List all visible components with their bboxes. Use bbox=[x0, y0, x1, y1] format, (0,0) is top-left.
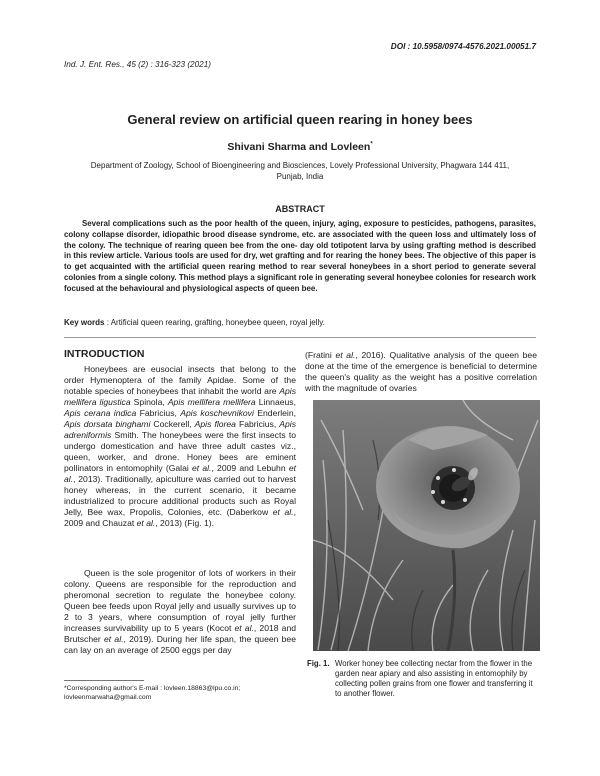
text: Linnaeus, bbox=[255, 397, 296, 407]
intro-paragraph-2 bbox=[64, 568, 296, 656]
figure-caption-text: Worker honey bee collecting nectar from the flower in the garden near apiary and also assisting in entomophily by collecting pollen grains from one flower and transferring it to another flower. bbox=[335, 659, 533, 698]
abstract-heading: ABSTRACT bbox=[275, 204, 325, 214]
intro-paragraph-3 bbox=[305, 350, 537, 394]
text: Enderlein, bbox=[253, 408, 296, 418]
text: (Fratini bbox=[305, 350, 336, 360]
text: , 2009 and Chauzat bbox=[64, 507, 296, 528]
text: Fabricius, bbox=[136, 408, 181, 418]
affiliation: Department of Zoology, School of Bioengineering and Biosciences, Lovely Professional University, Phagwara 144 411, Punjab, India bbox=[90, 161, 510, 181]
intro-paragraph-1 bbox=[64, 364, 296, 529]
species-name: Apis cerana indica bbox=[64, 408, 137, 418]
keywords bbox=[64, 318, 536, 327]
et-al: et al. bbox=[104, 634, 124, 644]
et-al: et al. bbox=[234, 623, 254, 633]
flower-bee-photo bbox=[313, 400, 540, 651]
species-name: Apis dorsata binghami bbox=[64, 419, 151, 429]
text: , 2016). Qualitative analysis of the queen bee done at the time of the emergence is beneficial to determine the queen's quality as the weight has a positive correlation with the magnitude of ovaries bbox=[305, 350, 537, 393]
doi: DOI : 10.5958/0974-4576.2021.00051.7 bbox=[390, 42, 536, 51]
text: , 2013) (Fig. 1). bbox=[155, 518, 215, 528]
species-name: Apis koschevnikovi bbox=[180, 408, 254, 418]
author-mark: * bbox=[370, 141, 373, 148]
text: Fabricius, bbox=[235, 419, 280, 429]
text: Honeybees are eusocial insects that belong to the order Hymenoptera of the family Apidae. Some of the notable species of honeybees that inhabit the world are bbox=[64, 364, 296, 396]
footnote-rule bbox=[64, 680, 144, 681]
text: , 2018 and Brutscher bbox=[64, 623, 297, 644]
intro-heading: INTRODUCTION bbox=[64, 348, 145, 360]
species-name: Apis florea bbox=[194, 419, 236, 429]
et-al: et al. bbox=[335, 350, 356, 360]
figure-label: Fig. 1. bbox=[307, 659, 330, 668]
keywords-label: Key words bbox=[64, 318, 105, 327]
text: , 2019). During her life span, the queen bee can lay on an average of 2500 eggs per day bbox=[64, 634, 296, 655]
text: Smith. The honeybees were the first insects to undergo domestication and have three adult castes viz., queen, worker, and drone. Honey bees are eminent pollinators in entomophily (Galai bbox=[64, 430, 296, 473]
photo-illustration bbox=[313, 400, 540, 651]
et-al: et al. bbox=[64, 463, 296, 484]
journal-citation: Ind. J. Ent. Res., 45 (2) : 316-323 (2021) bbox=[64, 60, 211, 69]
paper-title: General review on artificial queen rearing in honey bees bbox=[127, 112, 473, 127]
et-al: et al. bbox=[191, 463, 212, 473]
keywords-text: : Artificial queen rearing, grafting, honeybee queen, royal jelly. bbox=[104, 318, 325, 327]
authors bbox=[0, 141, 600, 153]
text: Spinola, bbox=[130, 397, 168, 407]
species-name: Apis mellifera ligustica bbox=[64, 386, 296, 407]
corresponding-author-footnote: *Corresponding author's E-mail : lovleen.18863@lpu.co.in; lovleenmarwaha@gmail.com bbox=[64, 685, 241, 701]
author-names: Shivani Sharma and Lovleen bbox=[227, 141, 371, 153]
species-name: Apis mellifera mellifera bbox=[167, 397, 256, 407]
text: , 2013). Traditionally, apiculture was carried out to harvest honey whereas, in the current scenario, it became industrialized to procure additional products such as Royal Jelly, Bee wax, Propolis, Colonies, etc. (Daberkow bbox=[64, 474, 296, 517]
section-divider bbox=[64, 337, 536, 338]
species-name: Apis adreniformis bbox=[64, 419, 297, 440]
et-al: et al. bbox=[136, 518, 156, 528]
abstract-text: Several complications such as the poor health of the queen, injury, aging, exposure to pesticides, pathogens, parasites, colony collapse disorder, idiopathic brood disease syndrome, etc. are associated with the queen loss and ultimately loss of the colony. The technique of rearing queen bee from the one- day old totipotent larva by using grafting method is described in this review article. Various tools are used for dry, wet grafting and for rearing the honey bees. The objective of this paper is to get acquainted with the artificial queen rearing method to rear several honeybees in a short period to generate several colonies from a single colony. This method plays a significant role in generating several honeybee colonies for research work focused at the behavioural and physiological aspects of queen bee. bbox=[64, 219, 536, 293]
text: Cockerell, bbox=[150, 419, 195, 429]
text: , 2009 and Lebuhn bbox=[211, 463, 289, 473]
figure-caption bbox=[307, 659, 537, 699]
et-al: et al. bbox=[272, 507, 294, 517]
text: Queen is the sole progenitor of lots of workers in their colony. Queens are responsible for the reproduction and pheromonal secretion to regulate the honeybee colony. Queen bee feeds upon Royal jelly and usually survives up to 2 to 3 years, where consumption of royal jelly further increases survivability up to 5 years (Kocot bbox=[64, 568, 296, 633]
